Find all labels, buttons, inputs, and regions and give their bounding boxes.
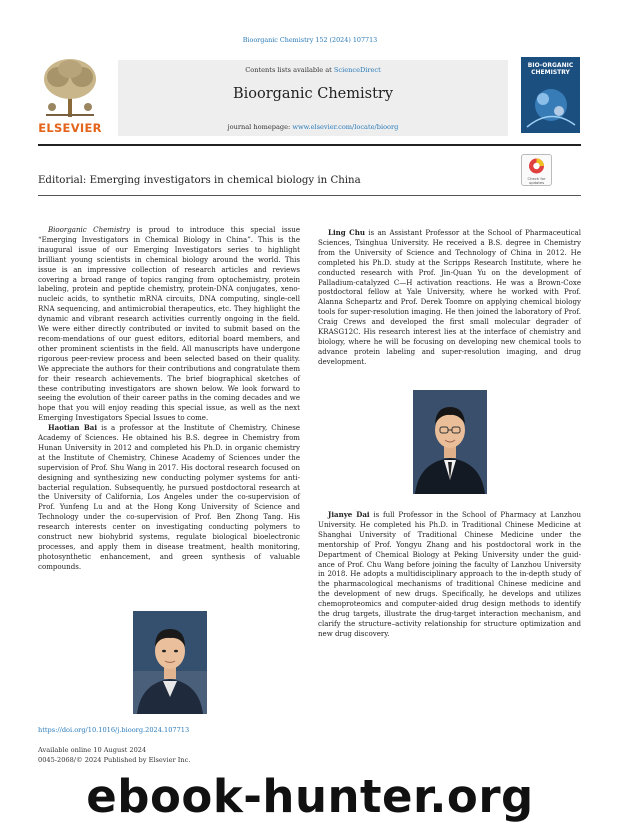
journal-name-italic: Bioorganic Chemistry: [48, 225, 131, 234]
photo-haotian-bai: [133, 611, 207, 714]
doi-link[interactable]: https://doi.org/10.1016/j.bioorg.2024.107713: [38, 726, 190, 734]
check-for-updates-label[interactable]: Check for updates: [527, 176, 546, 185]
homepage-prefix: journal homepage:: [227, 123, 293, 131]
contents-line: [118, 66, 508, 74]
cover-art: [521, 77, 580, 133]
right-column-bottom: [318, 510, 581, 639]
bio-ling-chu: [318, 228, 581, 367]
bio-haotian-bai: [38, 423, 300, 572]
journal-title: Bioorganic Chemistry: [232, 86, 394, 102]
intro-paragraph: [38, 225, 300, 423]
journal-homepage: [118, 123, 508, 131]
bio-name: Ling Chu: [328, 228, 366, 237]
bio-text: is an Assistant Professor at the School of Pharmaceutical Sciences, Tsinghua University. He received a B.S. degree in Chemistry from the University of Science and Technology of China in 2012. He completed his Ph.D. study at the Scripps Research Institute, where he conducted research with Prof. Jin-Quan Yu on the development of Palladium-catalyzed C—H activation reactions. He was a Brown-Coxe postdoctoral fellow at Yale University, where he worked with Prof. Alanna Schepartz and Prof. Derek Toomre on applying chemical biology tools for super-resolution imaging. He then joined the laboratory of Prof. Craig Crews and developed the first small molecular degrader of KRASG12C. His research interest lies at the interface of chemistry and biology, where he will be focusing on developing new chemical tools to advance protein labeling and super-resolution imaging, and drug development.: [318, 228, 581, 366]
right-column-top: [318, 228, 581, 367]
journal-citation[interactable]: Bioorganic Chemistry 152 (2024) 107713: [242, 36, 378, 44]
photo-ling-chu: [413, 390, 487, 494]
bio-text: is full Professor in the School of Pharmacy at Lanzhou University. He completed his Ph.D. in Traditional Chinese Medicine at Shanghai University of Traditional Chinese Medicine under the mentorship of Prof. Yongyu Zhang and his postdoctoral work in the Department of Chemical Biology at Peking University under the guid-ance of Prof. Chu Wang before joining the faculty of Lanzhou University in 2018. He adopts a multidisciplinary approach to the in-depth study of the pharmacological mechanisms of traditional Chinese medicine and the development of new drugs. Specifically, he develops and utilizes chemoproteomics and computer-aided drug design methods to identify the drug targets, illustrate the drug-target interaction mechanism, and clarify the structure–activity relationship for structure optimization and new drug discovery.: [318, 510, 582, 638]
available-online-date: Available online 10 August 2024: [38, 746, 147, 754]
header-rule: [38, 144, 581, 146]
left-column: [38, 225, 300, 572]
cover-title: BIO-ORGANIC CHEMISTRY: [527, 62, 574, 76]
bio-text: is a professor at the Institute of Chemistry, Chinese Academy of Sciences. He obtained his B.S. degree in Chemistry from Hunan University in 2012 and completed his Ph.D. in organic chemistry at the Institute of Chemistry, Chinese Academy of Sciences under the supervision of Prof. Shu Wang in 2017. His doctoral research focused on designing and synthesizing new conducting polymer systems for anti-bacterial regulation. Subsequently, he pursued postdoctoral research at the University of California, Los Angeles under the co-supervision of Prof. Yunfeng Lu and at the Hong Kong University of Science and Technology under the co-supervision of Prof. Ben Zhong Tang. His research interests center on investigating conducting polymers to construct new biohybrid systems, regulate biological bioelectronic processes, and apply them in disease treatment, health monitoring, photosynthetic enhancement, and green synthesis of valuable compounds.: [38, 423, 300, 571]
watermark: ebook-hunter.org: [86, 770, 534, 823]
intro-text: is proud to introduce this special issue “Emerging Investigators in Chemical Biology in China”. This is the inaugural issue of our Emerging Investigators series to highlight brilliant young scientists in chemical biology around the world. This issue is an impressive collection of research articles and reviews covering a broad range of topics ranging from optochemistry, protein labeling, protein and peptide chemistry, protein-DNA conjugates, xeno-nucleic acids, to synthetic mRNA circuits, DNA computing, single-cell RNA sequencing, and antimicrobial therapeutics, etc. They highlight the dynamic and vibrant research activities currently ongoing in the field. We were either directly contributed or invited to submit based on the recom-mendations of our guest editors, editorial board members, and other prominent scientists in the field. All manuscripts have undergone rigorous peer-review process and been selected based on their quality. We appreciate the authors for their contributions and congratulate them for their research achievements. The brief biographical sketches of these contributing investigators are shown below. We look forward to seeing the evolution of their career paths in the coming decades and we hope that you will enjoy reading this special issue, as well as the next Emerging Investigators Special Issues to come.: [38, 225, 300, 423]
check-updates-icon: [522, 155, 551, 177]
elsevier-wordmark: ELSEVIER: [38, 121, 102, 135]
bio-jianye-dai: [318, 510, 581, 639]
article-title: Editorial: Emerging investigators in chemical biology in China: [38, 175, 361, 186]
copyright-line: 0045-2068/© 2024 Published by Elsevier Inc.: [38, 756, 191, 764]
bio-name: Haotian Bai: [48, 423, 98, 433]
journal-cover[interactable]: [521, 57, 580, 133]
bio-name: Jianye Dai: [328, 510, 370, 519]
homepage-link[interactable]: www.elsevier.com/locate/bioorg: [292, 123, 399, 131]
title-rule: [38, 195, 581, 196]
contents-prefix: Contents lists available at: [245, 66, 334, 74]
sciencedirect-link[interactable]: ScienceDirect: [333, 66, 381, 74]
